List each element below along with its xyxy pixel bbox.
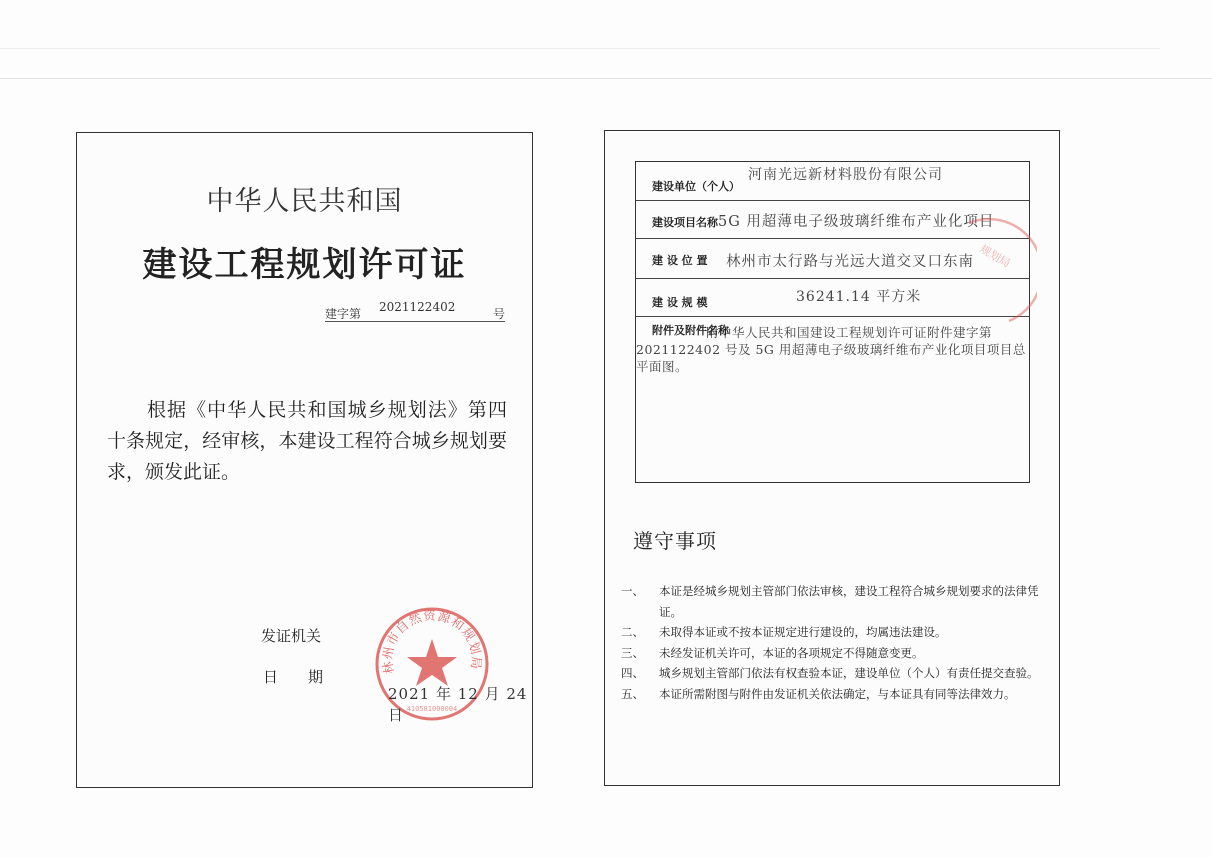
notice-list bbox=[621, 581, 1041, 704]
notice-item: 三、 未经发证机关许可，本证的各项规定不得随意变更。 bbox=[621, 645, 924, 660]
notice-item: 四、 城乡规划主管部门依法有权查验本证，建设单位（个人）有责任提交查验。 bbox=[621, 666, 1039, 680]
location-label: 建 设 位 置 bbox=[652, 254, 708, 267]
construction-unit-label: 建设单位（个人） bbox=[652, 180, 740, 193]
construction-unit-value: 河南光远新材料股份有限公司 bbox=[748, 167, 943, 183]
svg-text:林州市自然资源和规划局: 林州市自然资源和规划局 bbox=[379, 607, 485, 676]
permit-cover-page bbox=[76, 132, 533, 788]
scan-edge bbox=[0, 48, 1160, 49]
attachments-label: 附件及附件名称 bbox=[652, 324, 729, 337]
notice-item: 一、 本证是经城乡规划主管部门依法审核，建设工程符合城乡规划要求的法律凭证。 bbox=[621, 584, 1039, 619]
svg-text:410581000004: 410581000004 bbox=[406, 705, 458, 713]
project-name-value: 5G 用超薄电子级玻璃纤维布产业化项目 bbox=[718, 214, 995, 230]
issuer-label: 发证机关 bbox=[261, 627, 322, 645]
scale-value: 36241.14 平方米 bbox=[796, 289, 922, 305]
cert-suffix: 号 bbox=[492, 307, 505, 321]
location-value: 林州市太行路与光远大道交叉口东南 bbox=[726, 254, 974, 270]
permit-detail-page bbox=[604, 130, 1060, 786]
issue-date: 2021 年 12 月 24 日 bbox=[388, 685, 528, 724]
svg-text:规划局: 规划局 bbox=[977, 242, 1013, 271]
notice-item: 五、 本证所需附图与附件由发证机关依法确定，与本证具有同等法律效力。 bbox=[621, 686, 1016, 701]
cert-prefix: 建字第 bbox=[325, 307, 362, 321]
country-name: 中华人民共和国 bbox=[206, 186, 403, 217]
certificate-number bbox=[325, 300, 505, 322]
legal-basis-text: 根据《中华人民共和国城乡规划法》第四十条规定，经审核，本建设工程符合城乡规划要求，颁发此证。 bbox=[107, 399, 507, 483]
row-construction-unit bbox=[636, 162, 1029, 201]
row-attachments bbox=[636, 316, 1029, 482]
date-label: 日期 bbox=[263, 668, 354, 686]
project-name-label: 建设项目名称 bbox=[652, 216, 718, 229]
scale-label: 建 设 规 模 bbox=[652, 296, 708, 309]
cert-number-value: 2021122402 bbox=[379, 300, 456, 314]
notice-title: 遵守事项 bbox=[633, 529, 717, 553]
attachments-value: 附中华人民共和国建设工程规划许可证附件建字第2021122402 号及 5G 用超薄电子级玻璃纤维布产业化项目项目总平面图。 bbox=[636, 325, 1026, 374]
certificate-title: 建设工程规划许可证 bbox=[142, 245, 467, 285]
scan-edge bbox=[0, 78, 1212, 79]
notice-item: 二、 未取得本证或不按本证规定进行建设的，均属违法建设。 bbox=[621, 625, 947, 639]
official-seal-partial-icon bbox=[949, 217, 1037, 329]
